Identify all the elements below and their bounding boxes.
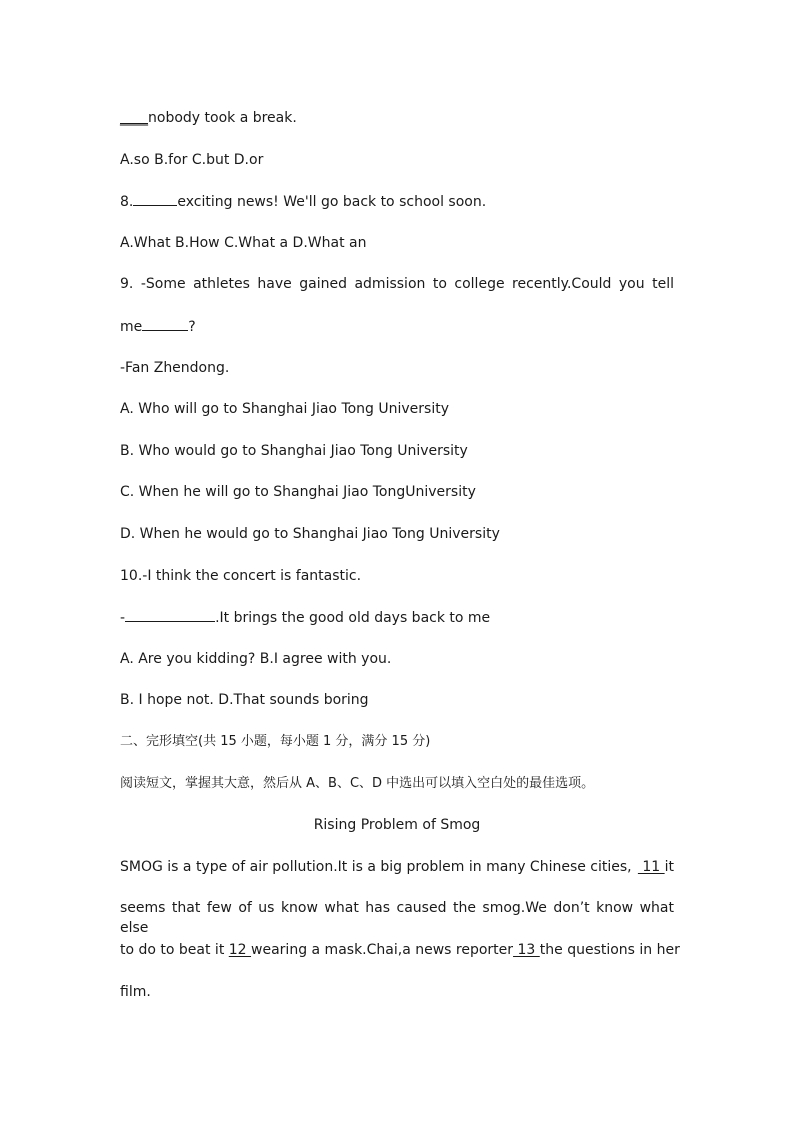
passage-line-1-text: SMOG is a type of air pollution.It is a big problem in many Chinese cities, — [120, 859, 632, 875]
section-2-heading: 二、完形填空(共 15 小题，每小题 1 分，满分 15 分) — [120, 734, 431, 749]
question-9-line-1: 9. -Some athletes have gained admission to college recently.Could you tell — [120, 276, 674, 292]
question-10-options-line-1: A. Are you kidding? B.I agree with you. — [120, 651, 392, 667]
answer-blank — [133, 191, 177, 206]
passage-line-1 — [120, 857, 674, 877]
question-8-options: A.What B.How C.What a D.What an — [120, 235, 367, 251]
question-10-suffix: .It brings the good old days back to me — [215, 610, 491, 626]
question-9-line-2 — [120, 316, 674, 337]
question-10-line-2 — [120, 607, 674, 628]
question-8 — [120, 191, 674, 212]
question-7-tail — [120, 108, 674, 128]
passage-line-4: film. — [120, 984, 151, 1000]
question-9-option-c: C. When he will go to Shanghai Jiao TongUniversity — [120, 484, 476, 500]
question-8-text: exciting news! We'll go back to school soon. — [177, 194, 487, 210]
blank-11: 11 — [637, 859, 665, 875]
passage-line-3 — [120, 940, 680, 960]
passage-line-3-middle: wearing a mask.Chai,a news reporter — [251, 942, 514, 958]
question-9-option-b: B. Who would go to Shanghai Jiao Tong University — [120, 443, 468, 459]
answer-blank — [142, 316, 188, 331]
question-10-options-line-2: B. I hope not. D.That sounds boring — [120, 692, 369, 708]
question-7-text: nobody took a break. — [148, 110, 297, 126]
passage-line-2: seems that few of us know what has caused the smog.We don’t know what else — [120, 900, 674, 936]
passage-line-1-end: it — [664, 859, 674, 875]
passage-line-3-start: to do to beat it — [120, 942, 229, 958]
answer-blank — [125, 607, 215, 622]
question-9-option-a: A. Who will go to Shanghai Jiao Tong University — [120, 401, 450, 417]
question-10-prefix: - — [120, 610, 126, 626]
question-9-option-d: D. When he would go to Shanghai Jiao Tong University — [120, 526, 500, 542]
answer-blank: ____ — [120, 110, 148, 126]
passage-title: Rising Problem of Smog — [313, 817, 481, 833]
question-7-options: A.so B.for C.but D.or — [120, 152, 264, 168]
question-10-line-1: 10.-I think the concert is fantastic. — [120, 568, 362, 584]
blank-12: 12 — [228, 942, 252, 958]
question-9-suffix: ? — [188, 319, 196, 335]
blank-13: 13 — [513, 942, 540, 958]
question-8-number: 8. — [120, 194, 134, 210]
question-9-answer: -Fan Zhendong. — [120, 360, 230, 376]
question-9-prefix: me — [120, 319, 143, 335]
section-2-instruction: 阅读短文，掌握其大意，然后从 A、B、C、D 中选出可以填入空白处的最佳选项。 — [120, 776, 595, 791]
passage-line-3-end: the questions in her — [539, 942, 680, 958]
